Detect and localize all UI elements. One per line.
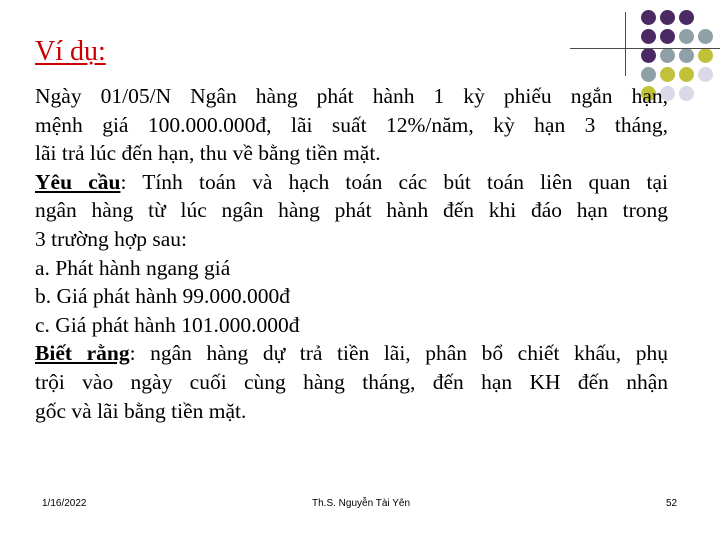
- decorative-horizontal-line: [570, 48, 720, 49]
- paragraph-line: Ngày 01/05/N Ngân hàng phát hành 1 kỳ phiếu ngắn hạn,: [35, 84, 668, 108]
- footer-date: 1/16/2022: [42, 498, 87, 509]
- footer-page-number: 52: [666, 498, 678, 509]
- known-label: Biết rằng: [35, 341, 130, 366]
- dot-purple: [641, 48, 656, 63]
- dot-olive: [698, 48, 713, 63]
- decorative-vertical-line: [625, 12, 626, 76]
- known-line: [35, 339, 668, 368]
- requirement-line: [35, 168, 668, 197]
- known-text: : ngân hàng dự trả tiền lãi, phân bổ chiết khấu, phụ: [129, 341, 668, 366]
- dot-olive: [660, 67, 675, 82]
- dot-purple: [679, 10, 694, 25]
- slide-body: [35, 82, 668, 425]
- known-line: trội vào ngày cuối cùng hàng tháng, đến hạn KH đến nhận: [35, 369, 668, 394]
- case-item: c. Giá phát hành 101.000.000đ: [35, 312, 300, 337]
- footer-author: Th.S. Nguyễn Tài Yên: [312, 498, 411, 509]
- dot-light: [679, 86, 694, 101]
- requirement-line: 3 trường hợp sau:: [35, 226, 188, 251]
- paragraph-line: lãi trả lúc đến hạn, thu về bằng tiền mặt.: [35, 141, 381, 166]
- paragraph-line: mệnh giá 100.000.000đ, lãi suất 12%/năm, kỳ hạn 3 tháng,: [35, 112, 668, 137]
- dot-gray: [641, 67, 656, 82]
- case-item: b. Giá phát hành 99.000.000đ: [35, 284, 290, 309]
- requirement-text: : Tính toán và hạch toán các bút toán liên quan tại: [120, 169, 668, 194]
- dot-purple: [641, 10, 656, 25]
- slide-title: Ví dụ:: [35, 36, 106, 67]
- dot-olive: [679, 67, 694, 82]
- requirement-label: Yêu cầu: [35, 169, 121, 194]
- dot-gray: [698, 29, 713, 44]
- requirement-line: ngân hàng từ lúc ngân hàng phát hành đến khi đáo hạn trong: [35, 198, 668, 223]
- dot-light: [698, 67, 713, 82]
- known-line: gốc và lãi bằng tiền mặt.: [35, 398, 247, 423]
- dot-purple: [660, 29, 675, 44]
- case-item: a. Phát hành ngang giá: [35, 255, 231, 280]
- dot-purple: [660, 10, 675, 25]
- dot-gray: [679, 48, 694, 63]
- dot-gray: [660, 48, 675, 63]
- dot-purple: [641, 29, 656, 44]
- dot-gray: [679, 29, 694, 44]
